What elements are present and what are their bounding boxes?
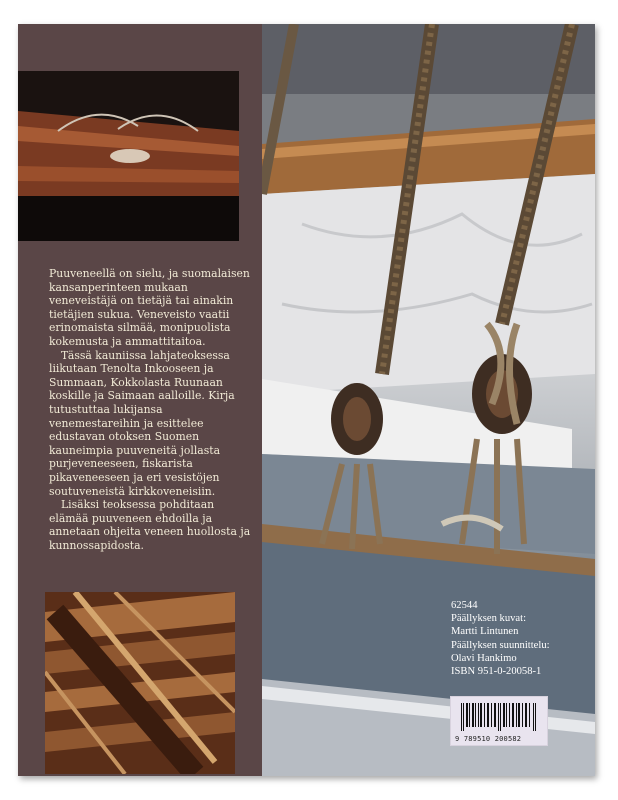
product-code: 62544 bbox=[451, 600, 478, 611]
cover-design-label: Päällyksen suunnittelu: bbox=[451, 639, 550, 651]
blurb-paragraph: Tässä kauniissa lahjateoksessa liikutaan Tenolta Inkooseen ja Summaan, Kokkolasta Ruunaan koskille ja Saimaan aalloille. Kirja tutustuttaa lukijansa venemestareihin ja esittelee edustavan otoksen Suomen kauneimpia puuveneitä jollasta purjeveneeseen, fiskarista pikaveneeseen ja eri vesistöjen soutuveneistä kirkkoveneisiin. bbox=[49, 348, 235, 498]
cover-photos-name: Martti Lintunen bbox=[451, 626, 519, 638]
hull-frames-photo bbox=[45, 592, 235, 774]
barcode-bars bbox=[461, 703, 537, 731]
blurb-paragraph: Lisäksi teoksessa pohditaan elämää puuveneen ehdoilla ja annetaan ohjeita veneen huollosta ja kunnossapidosta. bbox=[49, 498, 251, 552]
blurb-paragraph: Puuveneellä on sielu, ja suomalaisen kansanperinteen mukaan veneveistäjä on tietäjä tai ainakin tietäjien sukua. Veneveisto vaatii erinomaista silmää, monipuolista kokemusta ja ammattitaitoa. bbox=[49, 267, 250, 348]
back-cover-blurb bbox=[49, 267, 254, 552]
cover-design-name: Olavi Hankimo bbox=[451, 652, 517, 664]
isbn-barcode bbox=[450, 696, 548, 746]
barcode-number: 9 789510 200582 bbox=[455, 735, 522, 743]
isbn: ISBN 951-0-20058-1 bbox=[451, 666, 542, 678]
deck-photo bbox=[18, 71, 239, 241]
cover-photos-label: Päällyksen kuvat: bbox=[451, 613, 527, 625]
deck-illustration bbox=[18, 71, 239, 241]
cover-credits bbox=[451, 599, 591, 678]
book-back-cover bbox=[18, 24, 595, 776]
hull-frames-illustration bbox=[45, 592, 235, 774]
